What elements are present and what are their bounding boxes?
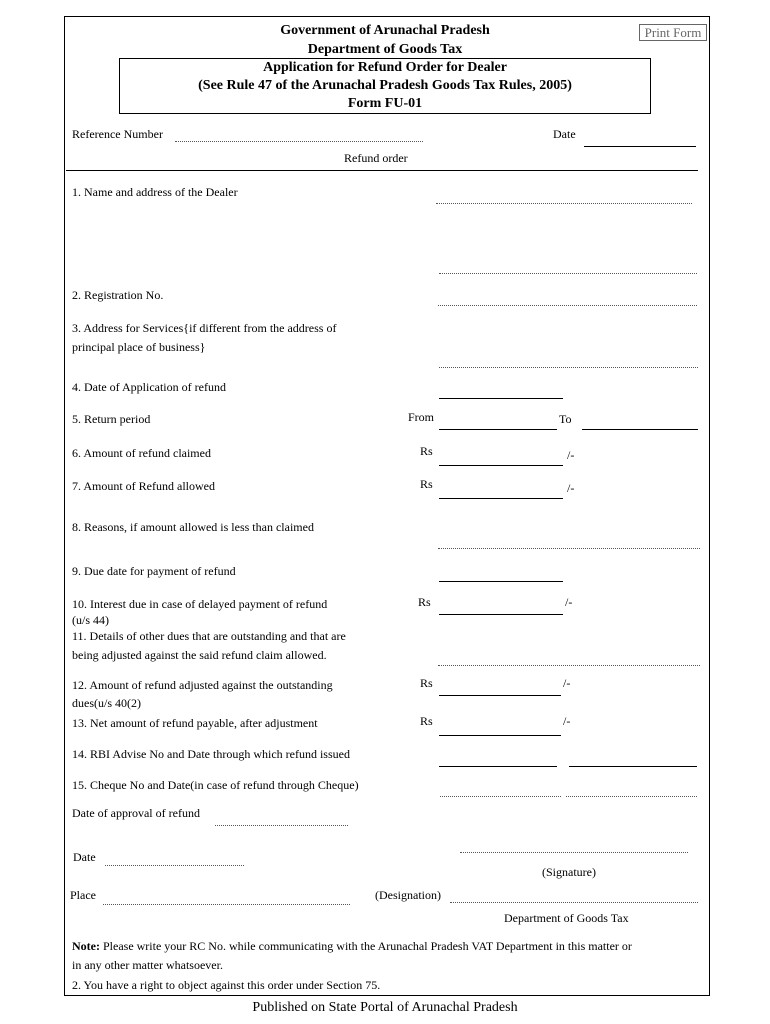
dealer-address-field[interactable] — [439, 273, 697, 274]
from-label: From — [408, 410, 435, 424]
approval-date-label: Date of approval of refund — [72, 806, 200, 820]
form-title: Application for Refund Order for Dealer — [263, 60, 507, 75]
rs-label: Rs — [420, 676, 433, 690]
item-1-label: 1. Name and address of the Dealer — [72, 185, 238, 199]
item-13-label: 13. Net amount of refund payable, after adjustment — [72, 716, 318, 730]
item-10-label: 10. Interest due in case of delayed payment of refund — [72, 597, 328, 611]
item-12-label: 12. Amount of refund adjusted against the outstanding — [72, 678, 333, 692]
due-date-field[interactable] — [439, 581, 563, 582]
designation-field[interactable] — [450, 902, 698, 903]
item-3-label-cont: principal place of business} — [72, 340, 206, 354]
signature-label: (Signature) — [542, 865, 596, 879]
other-dues-field[interactable] — [438, 665, 700, 666]
place-label: Place — [70, 888, 96, 902]
note-line-1 — [72, 939, 632, 954]
note-bold: Note: — [72, 939, 100, 953]
approval-date-field[interactable] — [215, 825, 348, 826]
dealer-name-field[interactable] — [436, 203, 692, 204]
divider — [66, 170, 698, 171]
govt-heading: Government of Arunachal Pradesh — [280, 23, 490, 38]
form-rule-reference: (See Rule 47 of the Arunachal Pradesh Goods Tax Rules, 2005) — [198, 78, 572, 93]
net-refund-field[interactable] — [439, 735, 561, 736]
designation-label: (Designation) — [375, 888, 441, 902]
form-number: Form FU-01 — [347, 96, 423, 111]
item-5-label: 5. Return period — [72, 412, 151, 426]
footer-text: Published on State Portal of Arunachal Pradesh — [252, 1000, 518, 1015]
to-label: To — [559, 412, 572, 426]
item-4-label: 4. Date of Application of refund — [72, 380, 226, 394]
item-9-label: 9. Due date for payment of refund — [72, 564, 236, 578]
note-line-2: 2. You have a right to object against this order under Section 75. — [72, 978, 381, 992]
application-date-field[interactable] — [439, 398, 563, 399]
item-15-label: 15. Cheque No and Date(in case of refund through Cheque) — [72, 778, 359, 792]
note-text: Please write your RC No. while communicating with the Arunachal Pradesh VAT Department in this matter or — [99, 939, 632, 953]
department-label: Department of Goods Tax — [504, 911, 629, 925]
item-12-label-cont: dues(u/s 40(2) — [72, 696, 141, 710]
rbi-advise-no-field[interactable] — [439, 766, 557, 767]
rs-label: Rs — [418, 595, 431, 609]
period-to-field[interactable] — [582, 429, 698, 430]
suffix-label: /- — [567, 448, 575, 462]
bottom-date-field[interactable] — [105, 865, 244, 866]
note-line-1-cont: in any other matter whatsoever. — [72, 958, 223, 972]
date-label: Date — [553, 127, 576, 141]
period-from-field[interactable] — [439, 429, 557, 430]
rbi-advise-date-field[interactable] — [569, 766, 697, 767]
item-7-label: 7. Amount of Refund allowed — [72, 479, 215, 493]
rs-label: Rs — [420, 444, 433, 458]
registration-no-field[interactable] — [438, 305, 697, 306]
service-address-field[interactable] — [439, 367, 698, 368]
item-10-label-cont: (u/s 44) — [72, 613, 109, 627]
refund-claimed-field[interactable] — [439, 465, 563, 466]
item-11-label: 11. Details of other dues that are outstanding and that are — [72, 629, 346, 643]
item-6-label: 6. Amount of refund claimed — [72, 446, 211, 460]
rs-label: Rs — [420, 714, 433, 728]
refund-adjusted-field[interactable] — [439, 695, 561, 696]
date-field[interactable] — [584, 146, 696, 147]
refund-order-label: Refund order — [344, 151, 408, 165]
item-2-label: 2. Registration No. — [72, 288, 164, 302]
signature-field[interactable] — [460, 852, 688, 853]
item-11-label-cont: being adjusted against the said refund claim allowed. — [72, 648, 327, 662]
suffix-label: /- — [563, 676, 571, 690]
suffix-label: /- — [563, 714, 571, 728]
cheque-date-field[interactable] — [566, 796, 697, 797]
print-form-button[interactable]: Print Form — [639, 24, 707, 41]
reference-number-label: Reference Number — [72, 127, 163, 141]
bottom-date-label: Date — [73, 850, 96, 864]
suffix-label: /- — [567, 481, 575, 495]
cheque-no-field[interactable] — [440, 796, 561, 797]
item-8-label: 8. Reasons, if amount allowed is less than claimed — [72, 520, 314, 534]
suffix-label: /- — [565, 595, 573, 609]
item-3-label: 3. Address for Services{if different from the address of — [72, 321, 337, 335]
reasons-field[interactable] — [438, 548, 700, 549]
rs-label: Rs — [420, 477, 433, 491]
place-field[interactable] — [103, 904, 350, 905]
reference-number-field[interactable] — [175, 141, 423, 142]
department-heading: Department of Goods Tax — [307, 42, 463, 57]
interest-due-field[interactable] — [439, 614, 563, 615]
refund-allowed-field[interactable] — [439, 498, 563, 499]
item-14-label: 14. RBI Advise No and Date through which refund issued — [72, 747, 350, 761]
